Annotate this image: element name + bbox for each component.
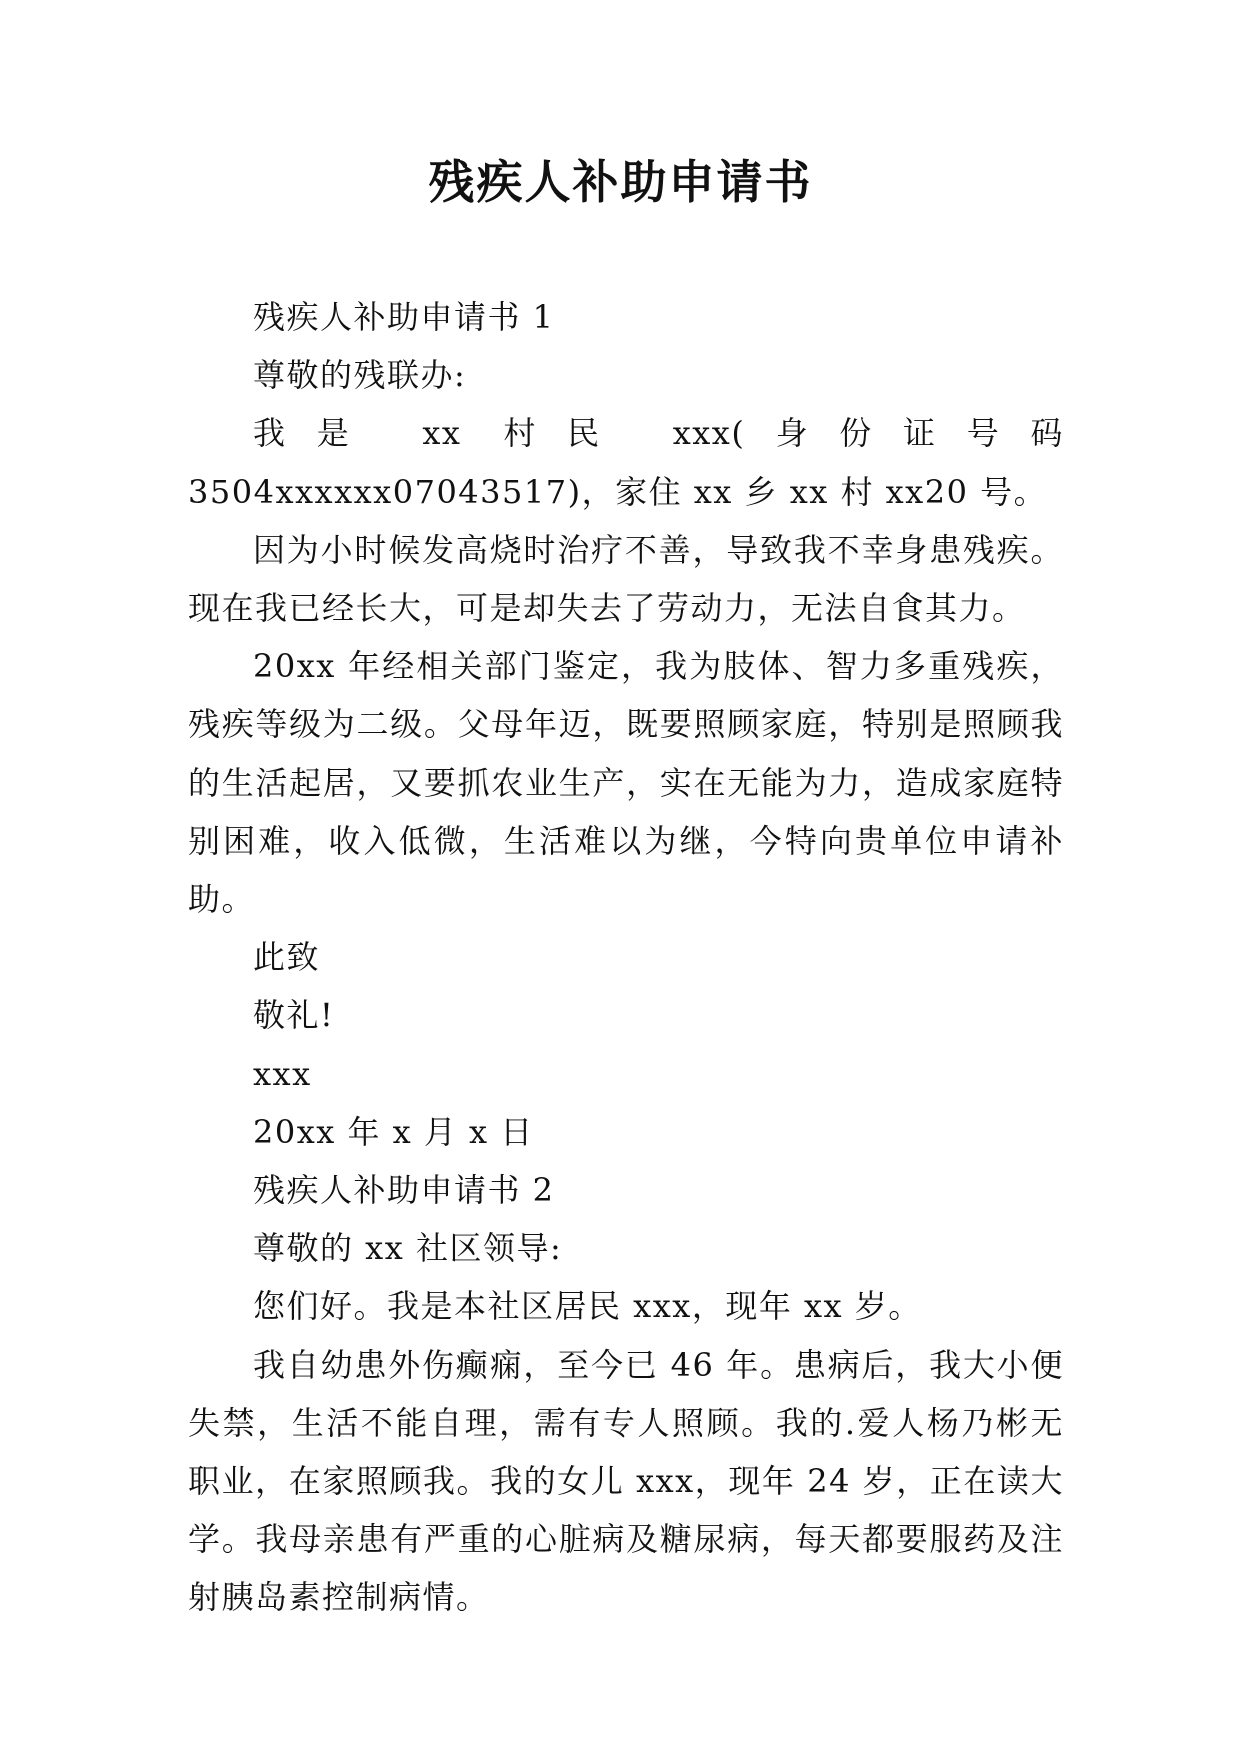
paragraph-illness: 我自幼患外伤癫痫，至今已 46 年。患病后，我大小便失禁，生活不能自理，需有专人照顾。我的.爱人杨乃彬无职业，在家照顾我。我的女儿 xxx，现年 24 岁，正在读大学。我母亲患有严重的心脏病及糖尿病，每天都要服药及注射胰岛素控制病情。 <box>188 1345 1064 1617</box>
salutation-2: 尊敬的 xx 社区领导: <box>253 1229 563 1268</box>
section-heading-2: 残疾人补助申请书 2 <box>253 1171 555 1210</box>
document-title: 残疾人补助申请书 <box>428 155 813 209</box>
paragraph-assessment: 20xx 年经相关部门鉴定，我为肢体、智力多重残疾，残疾等级为二级。父母年迈，既要照顾家庭，特别是照顾我的生活起居，又要抓农业生产，实在无能为力，造成家庭特别困难，收入低微，生活难以为继，今特向贵单位申请补助。 <box>188 647 1064 919</box>
signature-date: 20xx 年 x 月 x 日 <box>253 1112 534 1151</box>
document-body <box>188 288 1064 1627</box>
paragraph-identity: 我是 xx 村民 xxx(身份证号码 3504xxxxxx07043517)，家住 xx 乡 xx 村 xx20 号。 <box>188 414 1064 511</box>
section-heading-1: 残疾人补助申请书 1 <box>253 298 555 336</box>
paragraph-cause: 因为小时候发高烧时治疗不善，导致我不幸身患残疾。现在我已经长大，可是却失去了劳动力，无法自食其力。 <box>188 530 1064 628</box>
closing-regards: 敬礼! <box>253 996 335 1035</box>
paragraph-greeting: 您们好。我是本社区居民 xxx，现年 xx 岁。 <box>253 1287 922 1326</box>
signature-name: xxx <box>253 1054 312 1093</box>
closing-phrase: 此致 <box>253 938 321 977</box>
salutation-1: 尊敬的残联办: <box>253 356 467 395</box>
